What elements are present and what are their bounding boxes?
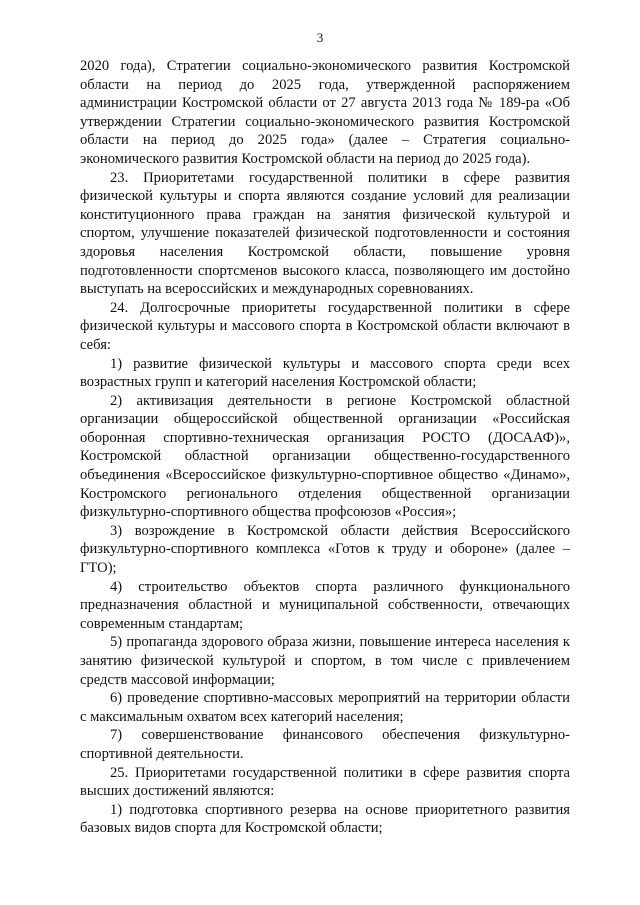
paragraph-item-24: 24. Долгосрочные приоритеты государственной политики в сфере физической культуры и массового спорта в Костромской области включают в себя: bbox=[80, 299, 570, 353]
list-item-24-4: 4) строительство объектов спорта различного функционального предназначения областной и муниципальной собственности, отвечающих современным стандартам; bbox=[80, 578, 570, 632]
list-item-24-1: 1) развитие физической культуры и массового спорта среди всех возрастных групп и категорий населения Костромской области; bbox=[80, 355, 570, 391]
list-item-24-5: 5) пропаганда здорового образа жизни, повышение интереса населения к занятию физической культурой и спортом, в том числе с привлечением средств массовой информации; bbox=[80, 634, 570, 688]
paragraph-item-25: 25. Приоритетами государственной политики в сфере развития спорта высших достижений являются: bbox=[80, 764, 570, 800]
list-item-25-1: 1) подготовка спортивного резерва на основе приоритетного развития базовых видов спорта для Костромской области; bbox=[80, 801, 570, 837]
list-item-24-7: 7) совершенствование финансового обеспечения физкультурно-спортивной деятельности. bbox=[80, 727, 570, 762]
paragraph-strategy-reference: 2020 года), Стратегии социально-экономического развития Костромской области на период до 2025 года, утвержденной распоряжением администрации Костромской области от 27 августа 2013 года № 189-ра «Об утверждении Стратегии социально-экономического развития Костромской области на период до 2025 года» (далее – Стратегия социально-экономического развития Костромской области на период до 2025 года). bbox=[80, 58, 570, 167]
page-number: 3 bbox=[316, 30, 324, 45]
list-item-24-2: 2) активизация деятельности в регионе Костромской областной организации общероссийской общественной организации «Российская оборонная спортивно-техническая организация РОСТО (ДОСААФ)», Костромской областной организации общественно-государственного объединения «Всероссийское физкультурно-спортивное общество «Динамо», Костромского регионального отделения общественной организации физкультурно-спортивного общества профсоюзов «Россия»; bbox=[80, 392, 570, 521]
list-item-24-6: 6) проведение спортивно-массовых мероприятий на территории области с максимальным охватом всех категорий населения; bbox=[80, 690, 570, 725]
document-body bbox=[80, 57, 570, 838]
list-item-24-3: 3) возрождение в Костромской области действия Всероссийского физкультурно-спортивного комплекса «Готов к труду и обороне» (далее – ГТО); bbox=[80, 522, 570, 577]
paragraph-item-23: 23. Приоритетами государственной политики в сфере развития физической культуры и спорта являются создание условий для реализации конституционного права граждан на занятия физической культурой и спортом, улучшение показателей физической подготовленности и состояния здоровья населения Костромской области, повышение уровня подготовленности спортсменов высокого класса, позволяющего им достойно выступать на всероссийских и международных соревнованиях. bbox=[80, 169, 570, 298]
